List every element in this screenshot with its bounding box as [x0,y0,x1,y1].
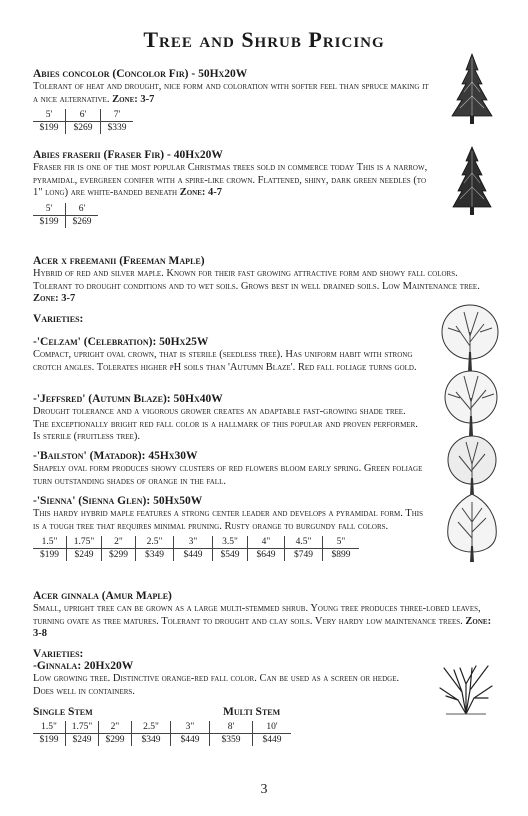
price-cell: $339 [107,123,127,133]
price-cell: $349 [132,734,171,747]
size-cell: 4.5" [285,536,323,549]
item-heading: Abies fraserii (Fraser Fir) - 40Hx20W [33,149,223,161]
size-cell: 1.5" [33,721,66,734]
price-cell: $649 [248,549,285,562]
size-cell: 1.75" [67,536,102,549]
multi-stem-label: Multi Stem [223,706,281,718]
size-cell: 3" [171,721,210,734]
price-cell: $549 [213,549,248,562]
variety-heading: -'Sienna' (Sienna Glen): 50Hx50W [33,495,203,507]
price-cell: $199 [33,122,66,135]
price-cell: $199 [33,549,67,562]
maple-tree-icon [442,492,502,564]
size-cell: 7' [101,109,134,122]
page-title: Tree and Shrub Pricing [143,27,385,52]
variety-heading: -'Jeffsred' (Autumn Blaze): 50Hx40W [33,393,223,405]
variety-matador [33,449,423,488]
price-cell: $349 [136,549,174,562]
price-cell: $299 [99,734,132,747]
size-cell: 1.5" [33,536,67,549]
variety-heading: -'Celzam' (Celebration): 50Hx25W [33,336,209,348]
price-cell: $449 [174,549,213,562]
varieties-label: Varieties: [33,313,84,325]
variety-description: Low growing tree. Distinctive orange-red fall color. Can be used as a screen or hedge. Does well in containers. [33,673,400,697]
item-description: Small, upright tree can be grown as a large multi-stemmed shrub. Young tree produces three-lobed leaves, turning ovate as tree matures. Tolerant to drought and clay soils. Very hardy low maintenance trees. Zone: 3-8 [33,603,492,639]
price-table [33,536,359,561]
variety-sienna-glen [33,494,423,561]
size-cell: 1.75" [66,721,99,734]
price-cell: $269 [66,122,101,135]
variety-heading: -'Bailston' (Matador): 45Hx30W [33,450,198,462]
maple-tree-icon [440,368,502,438]
price-table [33,203,98,228]
price-table [33,721,291,746]
size-cell: 2.5" [132,721,171,734]
price-cell: $749 [285,549,323,562]
size-cell: 5' [33,109,66,122]
price-cell: $249 [67,549,102,562]
single-stem-label: Single Stem [33,706,93,718]
size-cell: 5" [323,536,360,549]
price-cell: $359 [210,734,253,747]
variety-description: This hardy hybrid maple features a strong center leader and develops a pyramidal form. This is a tough tree that requires minimal pruning. Rusty orange to burgundy fall colors. [33,508,423,532]
maple-tree-icon [444,434,500,498]
size-cell: 4" [248,536,285,549]
size-cell: 2" [99,721,132,734]
price-table [33,109,133,134]
size-cell: 5' [33,203,66,216]
item-description: Fraser fir is one of the most popular Christmas trees sold in commerce today This is a narrow, pyramidal, evergreen conifer with a spire-like crown. Flattened, shiny, dark green needles (to 1" long) are white-banded beneath Zone: 4-7 [33,162,428,198]
fir-tree-icon [450,145,494,219]
variety-description: Shapely oval form produces showy clusters of red flowers bloom early spring. Green foliage turn outstanding shades of orange in the fall. [33,463,423,487]
size-cell: 6' [66,203,99,216]
item-acer-freemanii [33,254,493,306]
variety-autumn-blaze [33,392,423,444]
size-cell: 3.5" [213,536,248,549]
item-heading: Acer x freemanii (Freeman Maple) [33,255,205,267]
item-heading: Acer ginnala (Amur Maple) [33,590,172,602]
size-cell: 6' [66,109,101,122]
price-cell: $449 [171,734,210,747]
item-abies-fraserii [33,148,433,228]
varieties-label: Varieties: [33,648,84,660]
variety-ginnala [33,659,413,698]
price-cell: $199 [33,734,66,747]
ginnala-price-table-wrap [33,718,291,746]
variety-celebration [33,335,423,374]
price-cell: $299 [102,549,136,562]
price-cell: $269 [72,216,92,227]
price-cell: $199 [33,215,66,228]
multistem-shrub-icon [436,662,496,716]
size-cell: 2" [102,536,136,549]
page-number: 3 [260,782,268,797]
price-cell: $249 [66,734,99,747]
item-description: Hybrid of red and silver maple. Known for their fast growing attractive form and showy fall colors. Tolerant to drought conditions and to wet soils. Grows best in well drained soils. Low Maintenance tree. Zone: 3-7 [33,268,480,304]
size-cell: 10' [253,721,292,734]
maple-tree-icon [438,302,502,374]
variety-description: Compact, upright oval crown, that is sterile (seedless tree). Has uniform habit with strong crotch angles. Tolerates higher pH soils than 'Autumn Blaze'. Red fall foliage turns gold. [33,349,417,373]
size-cell: 8' [210,721,253,734]
size-cell: 3" [174,536,213,549]
item-acer-ginnala [33,589,493,641]
variety-heading: -Ginnala: 20Hx20W [33,660,134,672]
size-cell: 2.5" [136,536,174,549]
price-cell: $899 [331,550,351,560]
item-description: Tolerant of heat and drought, nice form and coloration with softer feel than spruce making it a nice alternative. Zone: 3-7 [33,81,429,105]
price-cell: $449 [262,735,282,745]
variety-description: Drought tolerance and a vigorous grower creates an adaptable fast-growing shade tree. The exceptionally bright red fall color is a hallmark of this popular and proven performer. Is sterile (fruitless tree). [33,406,418,442]
item-heading: Abies concolor (Concolor Fir) - 50Hx20W [33,68,248,80]
fir-tree-icon [448,52,496,128]
item-abies-concolor [33,67,433,134]
